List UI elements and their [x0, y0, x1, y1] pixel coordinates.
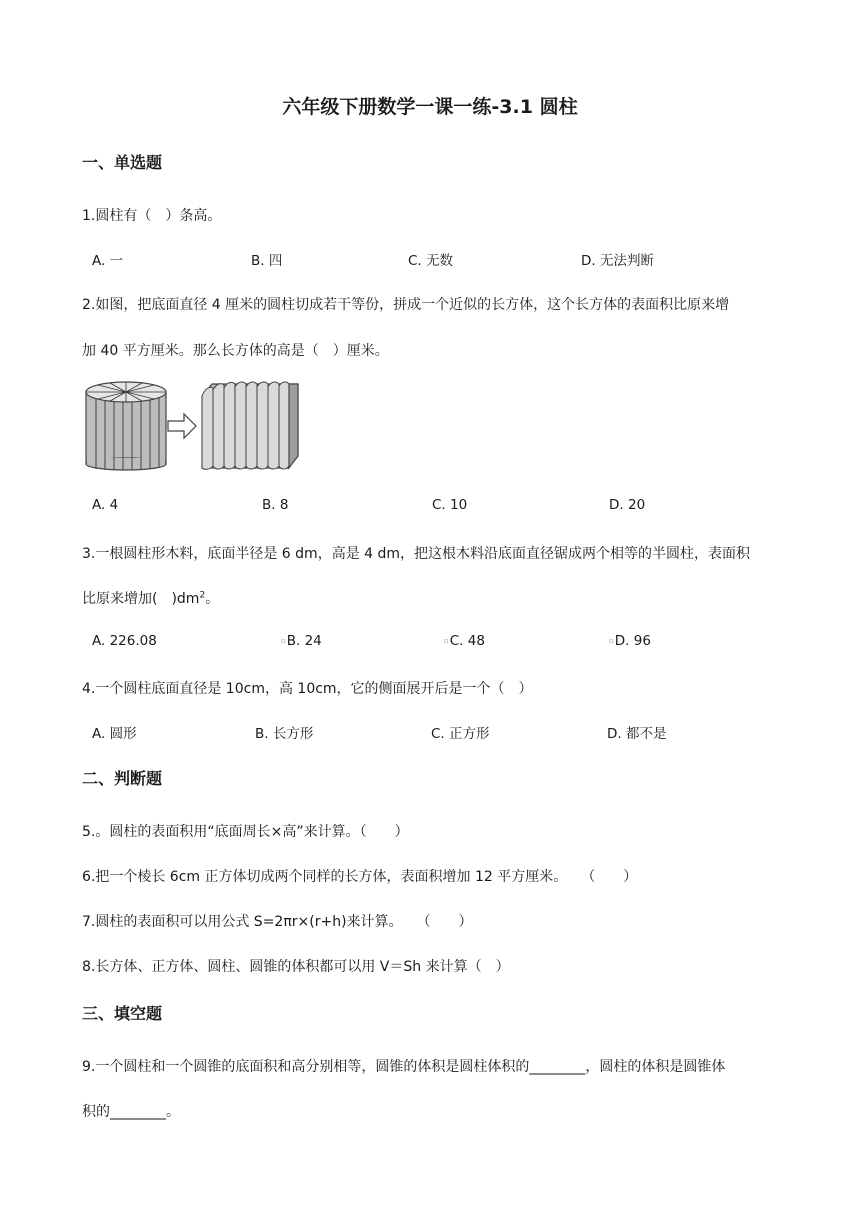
option-marker-icon: ▫ — [609, 637, 614, 645]
q3-option-b[interactable] — [281, 633, 322, 649]
question-3-line-2 — [82, 588, 219, 608]
q3-superscript: 2 — [199, 590, 206, 601]
q3-option-c[interactable] — [444, 633, 485, 649]
q2-option-d[interactable]: D. 20 — [609, 497, 646, 513]
cylinder-to-cuboid-figure — [84, 378, 304, 472]
q3-option-a[interactable]: A. 226.08 — [92, 633, 157, 649]
q4-option-a[interactable]: A. 圆形 — [92, 726, 137, 742]
q2-option-c[interactable]: C. 10 — [432, 497, 468, 513]
question-9-line-1: 9.一个圆柱和一个圆锥的底面积和高分别相等，圆锥的体积是圆柱体积的________，圆柱的体积是圆锥体 — [82, 1059, 726, 1075]
question-2-line-1: 2.如图，把底面直径 4 厘米的圆柱切成若干等份，拼成一个近似的长方体，这个长方体的表面积比原来增 — [82, 297, 730, 313]
q3-line-2-text: 比原来增加( )dm — [82, 591, 200, 607]
page-title: 六年级下册数学一课一练-3.1 圆柱 — [282, 96, 578, 118]
question-3-line-1: 3.一根圆柱形木料，底面半径是 6 dm，高是 4 dm，把这根木料沿底面直径锯成两个相等的半圆柱，表面积 — [82, 546, 751, 562]
question-8: 8.长方体、正方体、圆柱、圆锥的体积都可以用 V＝Sh 来计算（ ） — [82, 959, 510, 975]
q3-option-b-label: B. 24 — [286, 633, 322, 649]
question-4: 4.一个圆柱底面直径是 10cm，高 10cm，它的侧面展开后是一个（ ） — [82, 681, 533, 697]
section-heading-true-false: 二、判断题 — [82, 769, 163, 788]
q2-option-b[interactable]: B. 8 — [262, 497, 289, 513]
question-1: 1.圆柱有（ ）条高。 — [82, 208, 222, 224]
question-7: 7.圆柱的表面积可以用公式 S=2πr×(r+h)来计算。 （ ） — [82, 914, 473, 930]
question-2-line-2: 加 40 平方厘米。那么长方体的高是（ ）厘米。 — [82, 343, 389, 359]
option-marker-icon: ▫ — [281, 637, 286, 645]
q1-option-a[interactable]: A. 一 — [92, 253, 124, 269]
question-5: 5.。圆柱的表面积用“底面周长×高”来计算。（ ） — [82, 824, 409, 840]
q3-option-d[interactable] — [609, 633, 651, 649]
section-heading-fill-blank: 三、填空题 — [82, 1004, 163, 1023]
option-marker-icon: ▫ — [444, 637, 449, 645]
q1-option-b[interactable]: B. 四 — [251, 253, 283, 269]
q3-option-d-label: D. 96 — [614, 633, 651, 649]
q3-option-c-label: C. 48 — [449, 633, 485, 649]
q3-line-2-end: 。 — [205, 591, 220, 607]
q4-option-b[interactable]: B. 长方形 — [255, 726, 314, 742]
section-heading-single-choice: 一、单选题 — [82, 153, 163, 172]
q4-option-c[interactable]: C. 正方形 — [431, 726, 490, 742]
q4-option-d[interactable]: D. 都不是 — [607, 726, 667, 742]
q1-option-d[interactable]: D. 无法判断 — [581, 253, 654, 269]
q1-option-c[interactable]: C. 无数 — [408, 253, 454, 269]
question-6: 6.把一个棱长 6cm 正方体切成两个同样的长方体，表面积增加 12 平方厘米。 （ ） — [82, 869, 638, 885]
q2-option-a[interactable]: A. 4 — [92, 497, 119, 513]
question-9-line-2: 积的________。 — [82, 1104, 180, 1120]
